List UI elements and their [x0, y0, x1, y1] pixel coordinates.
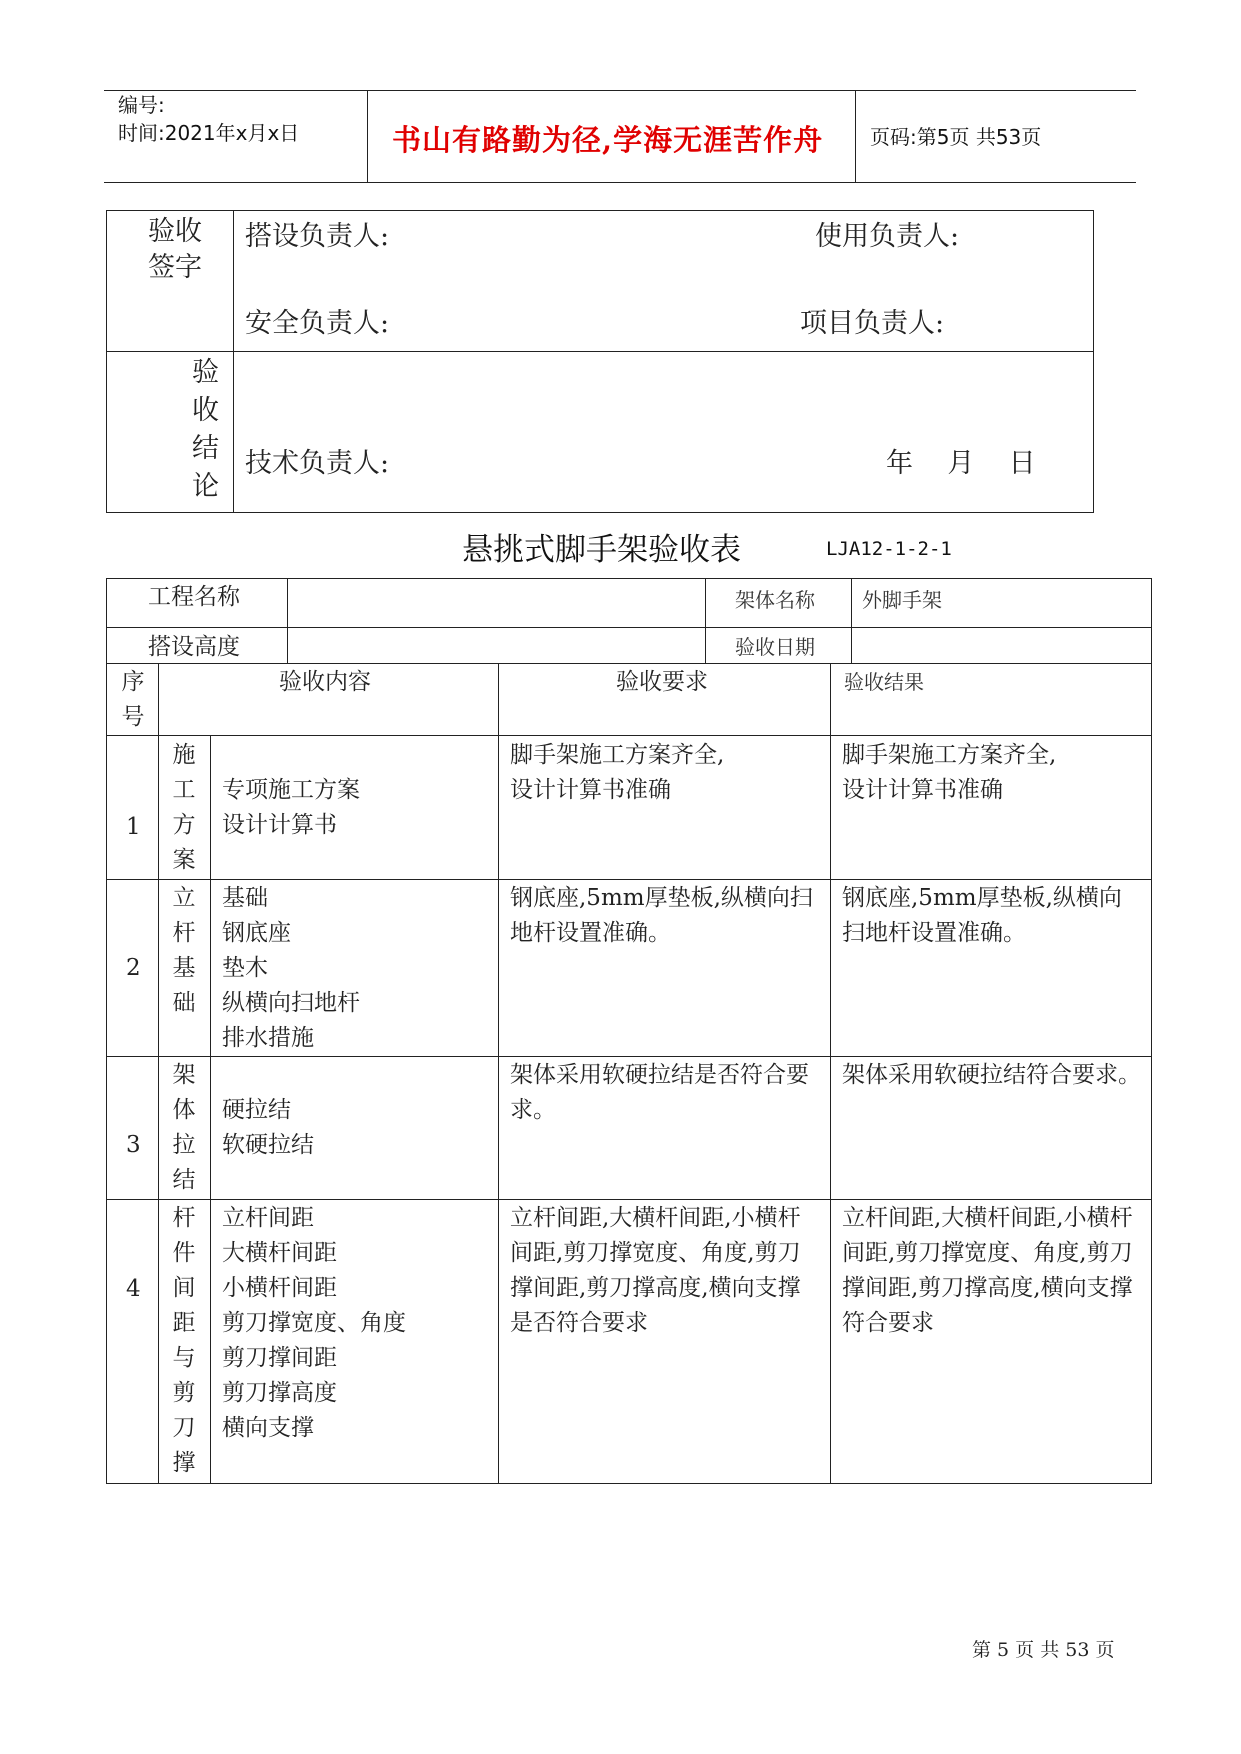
form-rule — [106, 1056, 1152, 1057]
row-result: 钢底座,5mm厚垫板,纵横向扫地杆设置准确。 — [842, 885, 1122, 946]
date-label: 验收日期 — [735, 635, 815, 659]
form-rule — [106, 627, 1152, 628]
row-category: 架体拉结 — [172, 1062, 196, 1193]
project-name-label: 工程名称 — [148, 584, 240, 610]
form-rule — [106, 735, 1152, 736]
row-category: 杆件间距与剪刀撑 — [172, 1205, 196, 1476]
tech-signature-label: 技术负责人: — [245, 448, 390, 479]
row-requirement: 钢底座,5mm厚垫板,纵横向扫地杆设置准确。 — [510, 885, 813, 946]
builder-signature-label: 搭设负责人: — [245, 221, 390, 252]
header-time-label: 时间:2021年x月x日 — [118, 121, 300, 145]
row-items: 专项施工方案 设计计算书 — [222, 777, 360, 838]
frame-name-value: 外脚手架 — [862, 588, 942, 612]
row-requirement: 脚手架施工方案齐全, 设计计算书准确 — [510, 742, 725, 803]
form-vrule — [498, 663, 499, 1484]
row-requirement: 架体采用软硬拉结是否符合要求。 — [510, 1062, 809, 1123]
form-rule — [106, 879, 1152, 880]
form-code: LJA12-1-2-1 — [826, 538, 952, 560]
row-category: 立杆基础 — [172, 885, 196, 1016]
height-label: 搭设高度 — [148, 634, 240, 660]
form-rule — [106, 663, 1152, 664]
safety-signature-label: 安全负责人: — [245, 308, 390, 339]
header-page-code: 页码:第5页 共53页 — [870, 125, 1042, 149]
row-number: 1 — [126, 814, 141, 840]
conclusion-date: 年 月 日 — [886, 448, 1036, 479]
row-result: 架体采用软硬拉结符合要求。 — [842, 1062, 1141, 1088]
conclusion-label: 验收结论 — [192, 357, 219, 502]
footer-page-number: 第 5 页 共 53 页 — [972, 1639, 1115, 1661]
header-top-rule — [104, 90, 1136, 91]
row-number: 4 — [126, 1276, 141, 1302]
frame-name-label: 架体名称 — [735, 588, 815, 612]
user-signature-label: 使用负责人: — [815, 221, 960, 252]
form-vrule — [705, 578, 706, 663]
sign-label: 验收签字 — [148, 216, 202, 283]
row-number: 3 — [126, 1132, 141, 1158]
header-bottom-rule — [104, 182, 1136, 183]
col-header-content: 验收内容 — [279, 669, 371, 695]
row-items: 立杆间距 大横杆间距 小横杆间距 剪刀撑宽度、角度 剪刀撑间距 剪刀撑高度 横向支撑 — [222, 1205, 406, 1441]
header-number-label: 编号: — [118, 93, 165, 117]
col-header-result: 验收结果 — [844, 670, 924, 694]
row-result: 立杆间距,大横杆间距,小横杆间距,剪刀撑宽度、角度,剪刀撑间距,剪刀撑高度,横向支撑符合要求 — [842, 1205, 1133, 1336]
row-requirement: 立杆间距,大横杆间距,小横杆间距,剪刀撑宽度、角度,剪刀撑间距,剪刀撑高度,横向支撑是否符合要求 — [510, 1205, 801, 1336]
acceptance-col-divider — [233, 210, 234, 513]
row-result: 脚手架施工方案齐全, 设计计算书准确 — [842, 742, 1057, 803]
row-items: 硬拉结 软硬拉结 — [222, 1097, 314, 1158]
form-vrule — [851, 578, 852, 663]
form-vrule — [287, 578, 288, 663]
header-divider-left — [367, 90, 368, 182]
project-signature-label: 项目负责人: — [800, 308, 945, 339]
header-divider-right — [855, 90, 856, 182]
col-header-requirement: 验收要求 — [616, 669, 708, 695]
row-items: 基础 钢底座 垫木 纵横向扫地杆 排水措施 — [222, 885, 360, 1051]
form-vrule — [830, 663, 831, 1484]
row-number: 2 — [126, 955, 141, 981]
col-header-seq: 序号 — [121, 669, 145, 730]
form-vrule — [210, 735, 211, 1484]
row-category: 施工方案 — [172, 742, 196, 873]
form-title: 悬挑式脚手架验收表 — [462, 532, 741, 568]
header-motto: 书山有路勤为径,学海无涯苦作舟 — [392, 123, 824, 157]
acceptance-row-divider — [106, 351, 1094, 352]
form-rule — [106, 1199, 1152, 1200]
form-vrule — [158, 663, 159, 1484]
